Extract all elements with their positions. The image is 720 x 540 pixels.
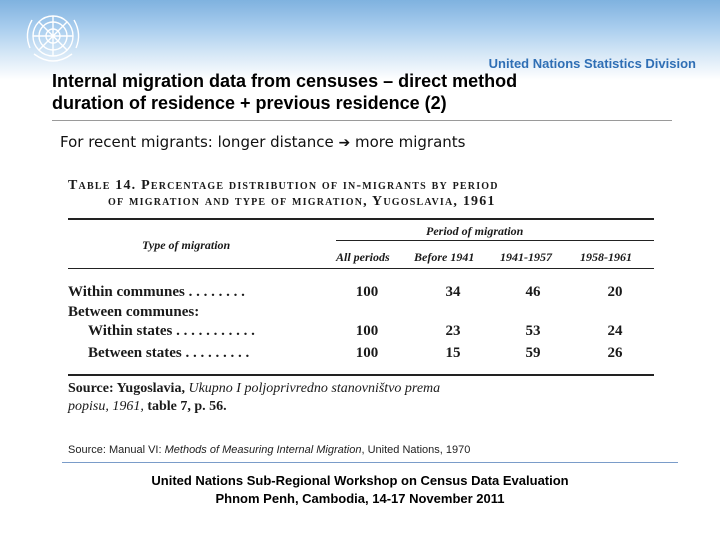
footer-line-1: United Nations Sub-Regional Workshop on Census Data Evaluation [151,473,569,488]
table-bottom-rule [68,374,654,376]
source-footnote [68,444,470,456]
table-cell: 59 [525,345,541,361]
table-source-title-2: popisu, 1961, [68,399,144,414]
title-line-2: duration of residence + previous residence (2) [52,93,447,113]
table-row-label: Between states . . . . . . . . . [88,345,250,361]
table-cell: 26 [607,345,623,361]
table-cell: 100 [355,345,379,361]
table-source-label: Source: Yugoslavia, [68,381,185,396]
un-emblem-icon [18,8,88,70]
table-source [68,380,658,416]
title-divider [52,120,672,121]
scanned-table [62,168,660,420]
footer-line-2: Phnom Penh, Cambodia, 14-17 November 2011 [215,491,505,506]
title-line-1: Internal migration data from censuses – direct method [52,71,518,91]
division-name: United Nations Statistics Division [488,56,696,71]
table-cell: 24 [607,323,623,339]
period-of-migration-header: Period of migration [426,224,524,238]
footnote-suffix: , United Nations, 1970 [361,444,471,456]
table-cell: 34 [445,284,461,300]
col-1941-1957: 1941-1957 [500,250,552,264]
header-bottom-rule [68,268,654,269]
table-heading-line-2: of migration and type of migration, Yugoslavia, 1961 [108,194,496,209]
table-source-ref: table 7, p. 56. [147,399,227,414]
type-of-migration-header: Type of migration [142,238,231,252]
table-cell: 100 [355,284,379,300]
table-row-label: Within states . . . . . . . . . . . [88,323,255,339]
table-cell: 15 [445,345,461,361]
table-cell: 20 [607,284,623,300]
subtitle-text-1: For recent migrants: longer distance [60,133,334,151]
col-all-periods: All periods [336,250,390,264]
footer [0,472,720,508]
subtitle-text-2: more migrants [354,133,466,151]
period-rule [336,240,654,241]
table-row-label: Within communes . . . . . . . . [68,284,245,300]
footnote-title: Methods of Measuring Internal Migration [164,444,362,456]
table-cell: 100 [355,323,379,339]
table-row-label: Between communes: [68,304,200,320]
table-source-title: Ukupno I poljoprivredno stanovništvo prema [188,381,441,396]
table-heading-line-1: Table 14. Percentage distribution of in-migrants by period [68,178,499,193]
col-1958-1961: 1958-1961 [580,250,632,264]
slide-subtitle [60,133,465,151]
table-cell: 46 [525,284,541,300]
table-cell: 53 [525,323,541,339]
table-top-rule [68,218,654,220]
right-arrow-icon: ➔ [338,135,351,151]
col-before-1941: Before 1941 [414,250,475,264]
table-cell: 23 [445,323,461,339]
footer-divider [62,462,678,463]
footnote-prefix: Source: Manual VI: [68,444,165,456]
slide-title [52,70,612,114]
